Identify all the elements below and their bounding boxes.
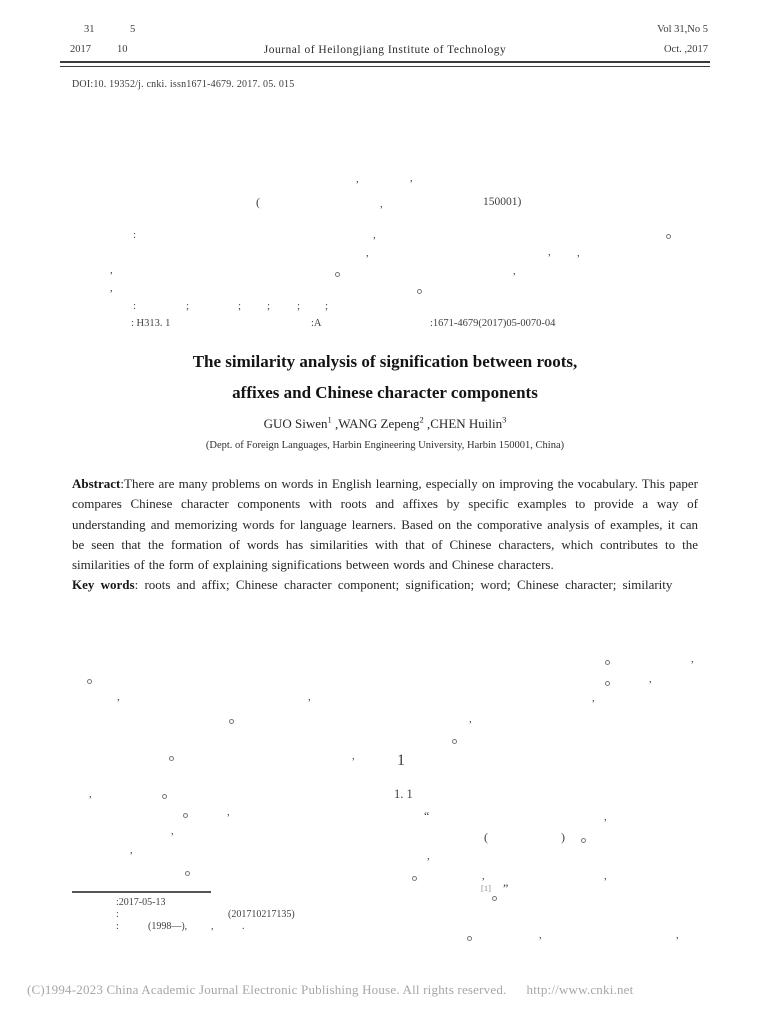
cjk-punctuation-mark: “ [424,809,430,823]
keywords-text: : roots and affix; Chinese character component; signification; word; Chinese character; similarity [134,577,673,593]
cjk-punctuation-mark: , [592,692,595,704]
cjk-punctuation-mark: , [548,246,551,258]
copyright-text: (C)1994-2023 China Academic Journal Electronic Publishing House. All rights reserved. [27,982,507,997]
article-title-line2: affixes and Chinese character components [232,383,538,402]
section-1-1-heading: 1. 1 [394,787,413,801]
month-cn: 10 [117,44,128,55]
cjk-punctuation-mark: : [133,300,137,312]
cjk-punctuation-mark: , [211,921,214,932]
page-footer [27,982,633,998]
cjk-punctuation-mark [335,272,340,277]
affiliation-en: (Dept. of Foreign Languages, Harbin Engineering University, Harbin 150001, China) [205,440,565,451]
cjk-punctuation-mark [162,794,167,799]
document-code: :A [311,318,322,329]
cjk-punctuation-mark: ; [297,300,301,312]
cjk-punctuation-mark: , [513,265,516,277]
cjk-punctuation-mark [87,679,92,684]
cjk-punctuation-mark: , [427,850,430,862]
abstract-paragraph [72,474,698,575]
cjk-punctuation-mark: , [308,691,311,703]
abstract-text: :There are many problems on words in English learning, especially on improving the vocabulary. This paper compares Chinese character components with roots and affixes by specific examples to provide a way of understanding and memorizing words for language learners. Based on the comporative analysis of examples, it can be seen that the formation of words has similarities with that of Chinese characters, which contributes to the similarities of the form of explaining significations between words and Chinese characters. [72,476,698,573]
cjk-punctuation-mark: , [469,713,472,725]
cjk-punctuation-mark: , [110,282,113,294]
cjk-punctuation-mark [417,289,422,294]
fund-number: (201710217135) [228,909,295,920]
author-superscript: 1 [327,415,332,425]
doi-line: DOI:10. 19352/j. cnki. issn1671-4679. 2017. 05. 015 [72,79,295,90]
cjk-punctuation-mark [492,896,497,901]
author-note: (1998—), [148,921,188,932]
year-cn: 2017 [70,44,91,55]
cjk-punctuation-mark [452,739,457,744]
cjk-punctuation-mark: : [133,229,137,241]
cjk-punctuation-mark: , [227,806,230,818]
author-separator: , [331,416,339,432]
cjk-punctuation-mark: , [89,788,92,800]
article-id: :1671-4679(2017)05-0070-04 [430,318,556,329]
volume-number-cn: 31 [84,24,95,35]
cjk-punctuation-mark: ; [267,300,271,312]
cjk-punctuation-mark [185,871,190,876]
author-superscript: 2 [419,415,424,425]
cjk-punctuation-mark: ” [503,881,509,895]
cjk-punctuation-mark: , [171,825,174,837]
cjk-punctuation-mark: , [366,247,369,259]
cjk-punctuation-mark [229,719,234,724]
cjk-punctuation-mark: , [604,870,607,882]
cjk-punctuation-mark: : [116,921,119,932]
cjk-punctuation-mark [467,936,472,941]
header-double-rule [60,61,710,67]
cjk-punctuation-mark [183,813,188,818]
cjk-punctuation-mark: ( [256,195,260,209]
author-separator: , [423,416,431,432]
abstract-label: Abstract [72,476,121,491]
cjk-punctuation-mark [605,660,610,665]
cjk-punctuation-mark: , [691,653,694,665]
cjk-punctuation-mark [412,876,417,881]
cjk-punctuation-mark [666,234,671,239]
cjk-punctuation-mark: , [676,929,679,941]
journal-name: Journal of Heilongjiang Institute of Technology [263,44,507,56]
cjk-punctuation-mark: , [380,198,383,210]
issue-number-cn: 5 [130,24,136,35]
cjk-punctuation-mark: . [242,921,245,932]
cjk-punctuation-mark: ( [484,830,488,844]
cjk-punctuation-mark: , [130,844,133,856]
section-1-heading: 1 [397,752,405,769]
abstract-block [72,474,698,596]
cjk-punctuation-mark: , [539,929,542,941]
received-date: :2017-05-13 [116,897,166,908]
cjk-punctuation-mark: , [117,691,120,703]
volume-issue-en: Vol 31,No 5 [657,24,708,35]
cjk-punctuation-mark: ) [561,830,565,844]
author: GUO Siwen$^1$ [263,415,332,432]
cjk-punctuation-mark: , [604,811,607,823]
issue-date-en: Oct. ,2017 [663,44,708,55]
ref-marker: [1] [481,883,491,893]
affiliation-postcode: 150001) [483,196,522,208]
clc-number: : H313. 1 [131,318,171,329]
cjk-punctuation-mark [581,838,586,843]
cjk-punctuation-mark: , [410,172,413,184]
cjk-punctuation-mark: : [116,909,119,920]
article-title-line1: The similarity analysis of signification between roots, [192,352,578,371]
cjk-punctuation-mark: , [373,229,376,241]
cjk-punctuation-mark: , [649,673,652,685]
cjk-punctuation-mark: ; [238,300,242,312]
cjk-punctuation-mark: , [577,247,580,259]
cjk-punctuation-mark [605,681,610,686]
cjk-punctuation-mark: , [356,173,359,185]
cnki-url: http://www.cnki.net [526,982,634,997]
keywords-label: Key words [72,577,135,593]
keywords-paragraph [72,575,698,595]
cjk-punctuation-mark: , [482,870,485,882]
cjk-punctuation-mark [169,756,174,761]
footnote-rule [72,891,211,893]
author-superscript: 3 [502,415,507,425]
author: WANG Zepeng$^2$ [338,415,424,432]
article-title-en [60,346,710,408]
cjk-punctuation-mark: , [352,750,355,762]
author: CHEN Huilin$^3$ [430,415,507,432]
authors-line [60,415,710,432]
cjk-punctuation-mark: ; [325,300,329,312]
cjk-punctuation-mark: , [110,264,113,276]
cjk-punctuation-mark: ; [186,300,190,312]
